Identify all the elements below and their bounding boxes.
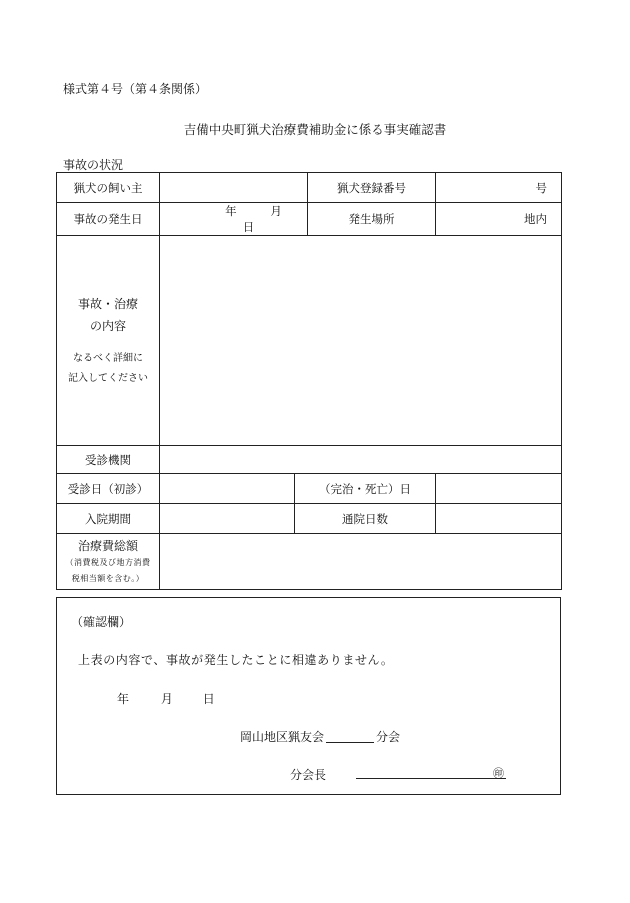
total-cost-label-cell	[57, 534, 160, 590]
section-label: 事故の状況	[63, 158, 124, 172]
association-prefix: 岡山地区猟友会	[240, 730, 325, 744]
form-number: 様式第４号（第４条関係）	[63, 82, 208, 96]
visit-row	[57, 474, 562, 504]
association-line	[240, 728, 400, 745]
date-day: 日	[242, 220, 255, 234]
total-cost-field[interactable]	[160, 534, 562, 590]
association-suffix: 分会	[376, 730, 401, 744]
owner-field[interactable]	[160, 173, 308, 203]
first-visit-label: 受診日（初診）	[57, 474, 160, 504]
confirm-date-day: 日	[202, 692, 215, 706]
accident-table	[56, 172, 562, 590]
registration-field[interactable]: 号	[436, 173, 562, 203]
chief-label: 分会長	[290, 768, 327, 782]
owner-label: 猟犬の飼い主	[57, 173, 160, 203]
date-year: 年	[225, 204, 237, 218]
accident-date-row	[57, 203, 562, 236]
content-note-line1: なるべく詳細に	[73, 352, 143, 364]
first-visit-field[interactable]	[160, 474, 295, 504]
clinic-field[interactable]	[160, 446, 562, 474]
location-label: 発生場所	[308, 203, 436, 236]
content-label-line2: の内容	[89, 318, 126, 333]
confirmation-date[interactable]	[117, 690, 215, 707]
registration-label: 猟犬登録番号	[308, 173, 436, 203]
outpatient-days-label: 通院日数	[295, 504, 436, 534]
date-month: 月	[270, 204, 282, 218]
content-label-cell	[57, 236, 160, 446]
content-note-line2: 記入してください	[68, 372, 148, 384]
confirmation-title: （確認欄）	[71, 615, 132, 629]
outcome-label: （完治・死亡）日	[295, 474, 436, 504]
tax-note-line2: 税相当額を含む。）	[71, 573, 145, 583]
content-label-line1: 事故・治療	[77, 296, 138, 311]
tax-note-line1: （消費税及び地方消費	[65, 557, 151, 567]
content-row	[57, 236, 562, 446]
cost-row	[57, 534, 562, 590]
clinic-label: 受診機関	[57, 446, 160, 474]
location-field[interactable]: 地内	[436, 203, 562, 236]
confirmation-box	[56, 597, 561, 795]
hospital-row	[57, 504, 562, 534]
confirm-date-year: 年	[117, 692, 130, 706]
accident-date-field[interactable]	[160, 203, 308, 236]
outpatient-days-field[interactable]	[436, 504, 562, 534]
outcome-date-field[interactable]	[436, 474, 562, 504]
confirm-date-month: 月	[160, 692, 173, 706]
document-title: 吉備中央町猟犬治療費補助金に係る事実確認書	[183, 122, 447, 137]
clinic-row	[57, 446, 562, 474]
total-cost-label: 治療費総額	[77, 538, 138, 553]
owner-row	[57, 173, 562, 203]
hospital-period-label: 入院期間	[57, 504, 160, 534]
signature-line[interactable]	[356, 778, 506, 779]
branch-name-blank[interactable]	[326, 742, 374, 743]
hospital-period-field[interactable]	[160, 504, 295, 534]
confirmation-statement: 上表の内容で、事故が発生したことに相違ありません。	[78, 653, 394, 667]
content-field[interactable]	[160, 236, 562, 446]
seal-mark: ㊞	[493, 767, 504, 780]
accident-date-label: 事故の発生日	[57, 203, 160, 236]
